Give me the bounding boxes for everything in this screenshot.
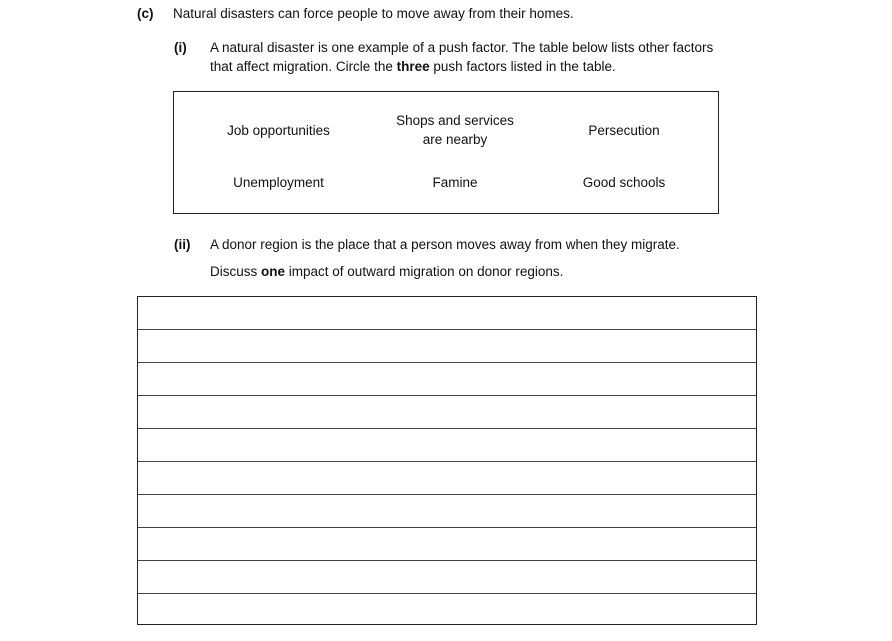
answer-line: [138, 428, 756, 429]
factor-famine[interactable]: Famine: [432, 175, 478, 190]
sub-i-line2: [210, 59, 616, 74]
answer-line: [138, 560, 756, 561]
answer-line: [138, 395, 756, 396]
factor-shops-services-line1: Shops and services: [396, 113, 514, 128]
sub-ii-line2-pre: Discuss: [210, 264, 262, 279]
factor-persecution[interactable]: Persecution: [588, 123, 660, 138]
sub-i-line2-bold: three: [396, 59, 430, 74]
answer-box[interactable]: [137, 296, 757, 625]
sub-ii-line2: [210, 264, 563, 279]
sub-i-line2-pre: that affect migration. Circle the: [210, 59, 397, 74]
sub-i-label: (i): [174, 40, 187, 55]
sub-i-line2-post: push factors listed in the table.: [429, 59, 616, 74]
sub-ii-line2-post: impact of outward migration on donor regions.: [285, 264, 564, 279]
sub-ii-label: (ii): [174, 237, 191, 252]
part-label: (c): [137, 6, 154, 21]
part-intro: Natural disasters can force people to move away from their homes.: [173, 6, 574, 21]
factor-shops-services[interactable]: [370, 111, 540, 149]
factor-shops-services-line2: are nearby: [422, 132, 488, 147]
answer-line: [138, 527, 756, 528]
answer-line: [138, 494, 756, 495]
sub-ii-line1: A donor region is the place that a person moves away from when they migrate.: [210, 237, 680, 252]
answer-line: [138, 461, 756, 462]
factor-good-schools[interactable]: Good schools: [582, 175, 666, 190]
sub-ii-line2-bold: one: [261, 264, 286, 279]
sub-i-line1: A natural disaster is one example of a push factor. The table below lists other factors: [210, 40, 714, 55]
answer-line: [138, 593, 756, 594]
answer-line: [138, 329, 756, 330]
answer-line: [138, 362, 756, 363]
factors-table: [173, 91, 719, 214]
factor-job-opportunities[interactable]: Job opportunities: [227, 123, 330, 138]
factor-unemployment[interactable]: Unemployment: [233, 175, 324, 190]
